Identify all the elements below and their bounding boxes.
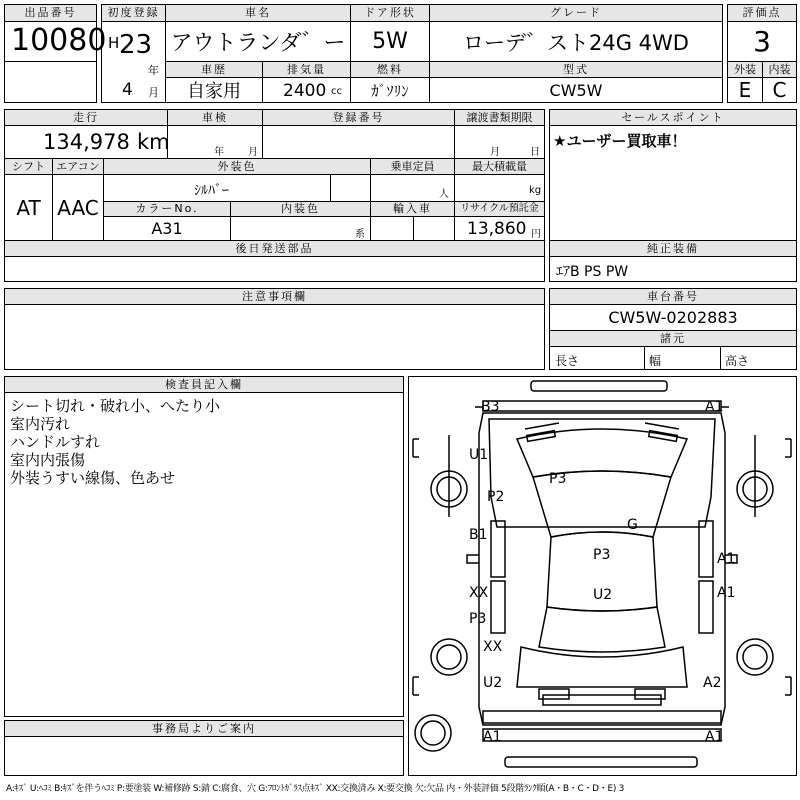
first-reg-year-unit: 年 [148, 64, 159, 77]
capacity-label: 乗車定員 [370, 158, 455, 175]
damage-p3-left-door: P3 [469, 611, 487, 627]
model-label: 型式 [429, 61, 723, 78]
first-reg-month-unit: 月 [148, 86, 159, 99]
inspector-note: 室内汚れ [10, 415, 71, 433]
inspector-note: ハンドルすれ [10, 433, 101, 451]
capacity-unit: 人 [439, 189, 449, 200]
damage-p3-roof: P3 [593, 547, 611, 563]
damage-a1-front-right: A1 [705, 399, 724, 415]
interior-label: 内装 [762, 61, 797, 78]
damage-u2-roof: U2 [593, 587, 613, 603]
inspection-month-unit: 月 [248, 147, 258, 158]
damage-a1-right-fender: A1 [717, 551, 736, 567]
reg-no-label: 登録番号 [262, 109, 455, 126]
damage-a1-rear-left: A1 [483, 729, 502, 745]
exterior-label: 外装 [727, 61, 763, 78]
inspector-note: 室内内張傷 [10, 451, 86, 469]
dims-label: 諸元 [549, 330, 797, 347]
max-load-unit: kg [529, 185, 542, 196]
chassis-label: 車台番号 [549, 288, 797, 305]
auction-no-box [4, 21, 107, 62]
auction-no-label: 出品番号 [4, 4, 97, 22]
inspection-label: 車検 [167, 109, 263, 126]
transfer-box [454, 125, 545, 159]
fuel: ｶﾞｿﾘﾝ [350, 77, 430, 103]
first-reg-era: H [108, 34, 120, 52]
score-label: 評価点 [727, 4, 797, 22]
width-label: 幅 [649, 354, 662, 368]
score: 3 [727, 21, 797, 62]
reg-no-box [262, 125, 455, 159]
grade-label: グレード [429, 4, 723, 22]
history-label: 車歴 [165, 61, 263, 78]
damage-p3-hood: P3 [549, 471, 567, 487]
shift: AT [4, 174, 53, 241]
door-label: ドア形状 [350, 4, 430, 22]
damage-xx-left-rear: XX [483, 639, 503, 655]
import-label: 輸入車 [370, 201, 455, 217]
mileage-unit: km [137, 130, 170, 154]
recycle-unit: 円 [531, 229, 541, 240]
damage-b3: B3 [481, 399, 500, 415]
office-label: 事務局よりご案内 [4, 720, 404, 737]
height-label: 高さ [725, 354, 750, 368]
first-reg-year: 23 [119, 30, 153, 60]
later-parts-label: 後日発送部品 [4, 240, 545, 257]
displacement: 2400 [283, 81, 327, 101]
int-color-box [230, 216, 371, 241]
car-name-label: 車名 [165, 4, 351, 22]
recycle-amount: 13,860 [467, 219, 527, 239]
import-box [370, 216, 455, 241]
chassis-number: CW5W-0202883 [549, 304, 797, 331]
grade: ローデ゛スト24G 4WD [429, 21, 723, 62]
damage-g: G [627, 517, 638, 533]
recycle-box [454, 216, 545, 241]
car-diagram-panel [408, 376, 797, 776]
mileage: 134,978 [43, 130, 130, 154]
capacity-box [370, 174, 455, 202]
office-box [4, 736, 404, 776]
door-type: 5W [350, 21, 430, 62]
first-reg-label: 初度登録 [101, 4, 166, 22]
ext-color-box [103, 174, 371, 202]
legend: A:ｷｽﾞ U:ﾍｺﾐ B:ｷｽﾞを伴うﾍｺﾐ P:要塗装 W:補修跡 S:錆 C:腐食、穴 G:ﾌﾛﾝﾄｶﾞﾗｽ点ｷｽﾞ XX:交換済み X:要交換 欠:欠品 内・外装評価 5段階ﾗﾝｸ順(A・B・C・D・E) 3 [6, 784, 625, 794]
ext-color: ｼﾙﾊﾞｰ [194, 183, 229, 199]
inspection-year-unit: 年 [214, 147, 224, 158]
damage-u2-left-rear: U2 [483, 675, 503, 691]
notes-box [4, 304, 545, 370]
exterior-grade: E [727, 77, 763, 103]
sales-point: ★ユーザー買取車！ [553, 132, 687, 150]
car-diagram [409, 377, 796, 775]
mileage-label: 走行 [4, 109, 168, 126]
history: 自家用 [165, 77, 263, 103]
damage-a1-rear-right: A1 [705, 729, 724, 745]
sales-point-box [549, 125, 797, 255]
inspector-box [4, 392, 404, 717]
damage-p2: P2 [487, 489, 505, 505]
genuine-equipment: ｴｱB PS PW [556, 264, 629, 280]
displacement-unit: cc [331, 86, 342, 97]
notes-label: 注意事項欄 [4, 288, 545, 305]
auction-no-blank [4, 61, 97, 103]
color-no: A31 [103, 216, 231, 241]
dims-box [549, 346, 797, 370]
model: CW5W [429, 77, 723, 103]
max-load-box [454, 174, 545, 202]
auction-no: 10080 [11, 23, 107, 58]
damage-a1-right-door: A1 [717, 585, 736, 601]
genuine-box [549, 256, 797, 282]
inspector-note: 外装うすい線傷、色あせ [10, 469, 176, 487]
first-reg-box [101, 21, 166, 103]
damage-xx-left-door: XX [469, 585, 489, 601]
inspection-box [167, 125, 263, 159]
length-label: 長さ [555, 354, 580, 368]
damage-u1: U1 [469, 447, 489, 463]
damage-b1: B1 [469, 527, 488, 543]
inspector-label: 検査員記入欄 [4, 376, 404, 393]
inspector-note: シート切れ・破れ小、へたり小 [10, 397, 221, 415]
displacement-box [262, 77, 351, 103]
shift-label: シフト [4, 158, 53, 175]
damage-a2: A2 [703, 675, 722, 691]
max-load-label: 最大積載量 [454, 158, 545, 175]
interior-grade: C [762, 77, 797, 103]
later-parts-box [4, 256, 545, 282]
transfer-day-unit: 日 [530, 147, 540, 158]
displacement-label: 排気量 [262, 61, 351, 78]
sales-point-label: セールスポイント [549, 109, 797, 126]
transfer-label: 譲渡書類期限 [454, 109, 545, 126]
first-reg-month: 4 [122, 80, 133, 100]
genuine-label: 純正装備 [549, 240, 797, 257]
int-color-unit: 系 [355, 229, 365, 240]
recycle-label: リサイクル預託金 [454, 201, 545, 217]
fuel-label: 燃料 [350, 61, 430, 78]
aircon: AAC [52, 174, 104, 241]
int-color-label: 内装色 [230, 201, 371, 217]
mileage-box [4, 125, 168, 159]
aircon-label: エアコン [52, 158, 104, 175]
ext-color-label: 外装色 [103, 158, 371, 175]
car-name: アウトランダ゛ー [165, 21, 351, 62]
transfer-month-unit: 月 [490, 147, 500, 158]
color-no-label: カラーNo. [103, 201, 231, 217]
